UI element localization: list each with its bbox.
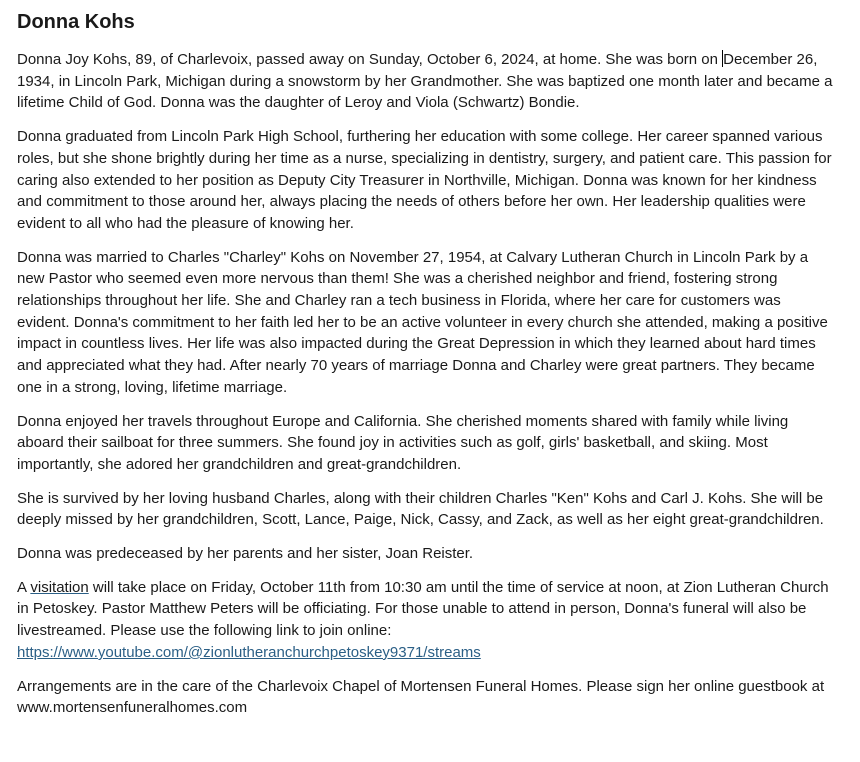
paragraph-visitation-text-b: will take place on Friday, October 11th from 10:30 am until the time of service at noon, at Zion Lutheran Church in Petoskey. Pastor Matthew Peters will be officiating. For those unable to attend in person, Donna's funeral will also be livestreamed. Please use the following link to join online:: [17, 578, 829, 640]
paragraph-birth: [17, 49, 836, 114]
visitation-link[interactable]: visitation: [30, 578, 89, 596]
paragraph-birth-text-a: Donna Joy Kohs, 89, of Charlevoix, passed away on Sunday, October 6, 2024, at home. She was born on: [17, 51, 723, 68]
paragraph-birth-text-b: December 26, 1934, in Lincoln Park, Michigan during a snowstorm by her Grandmother. She was baptized one month later and became a lifetime Child of God. Donna was the daughter of Leroy and Viola (Schwartz) Bondie.: [17, 51, 833, 112]
paragraph-survivors: She is survived by her loving husband Charles, along with their children Charles "Ken" Kohs and Carl J. Kohs. She will be deeply missed by her grandchildren, Scott, Lance, Paige, Nick, Cassy, and Zack, as well as her eight great-grandchildren.: [17, 489, 824, 529]
paragraph-visitation-text-a: A: [17, 578, 31, 596]
paragraph-visitation: [17, 577, 836, 664]
livestream-link[interactable]: https://www.youtube.com/@zionlutheranchurchpetoskey9371/streams: [17, 643, 481, 661]
paragraph-marriage: Donna was married to Charles "Charley" Kohs on November 27, 1954, at Calvary Lutheran Church in Lincoln Park by a new Pastor who seemed even more nervous than them! She was a cherished neighbor and friend, fostering strong relationships throughout her life. She and Charley ran a tech business in Florida, where her care for customers was evident. Donna's commitment to her faith led her to be an active volunteer in every church she attended, making a positive impact in countless lives. Her life was also impacted during the Great Depression in which they learned about hard times and appreciated what they had. After nearly 70 years of marriage Donna and Charley were great partners. They became one in a strong, loving, lifetime marriage.: [17, 248, 828, 396]
paragraph-travels: Donna enjoyed her travels throughout Europe and California. She cherished moments shared with family while living aboard their sailboat for three summers. She found joy in activities such as golf, girls' basketball, and skiing. Most importantly, she adored her grandchildren and great-grandchildren.: [17, 412, 789, 473]
paragraph-career: Donna graduated from Lincoln Park High School, furthering her education with some college. Her career spanned various roles, but she shone brightly during her time as a nurse, specializing in dentistry, surgery, and patient care. This passion for caring also extended to her position as Deputy City Treasurer in Northville, Michigan. Donna was known for her kindness and commitment to those around her, always placing the needs of others before her own. Her leadership qualities were evident to all who had the pleasure of knowing her.: [17, 128, 832, 232]
page-title: Donna Kohs: [17, 11, 135, 33]
paragraph-arrangements: Arrangements are in the care of the Charlevoix Chapel of Mortensen Funeral Homes. Please sign her online guestbook at www.mortensenfuneralhomes.com: [17, 677, 825, 717]
paragraph-predeceased: Donna was predeceased by her parents and her sister, Joan Reister.: [17, 545, 474, 563]
